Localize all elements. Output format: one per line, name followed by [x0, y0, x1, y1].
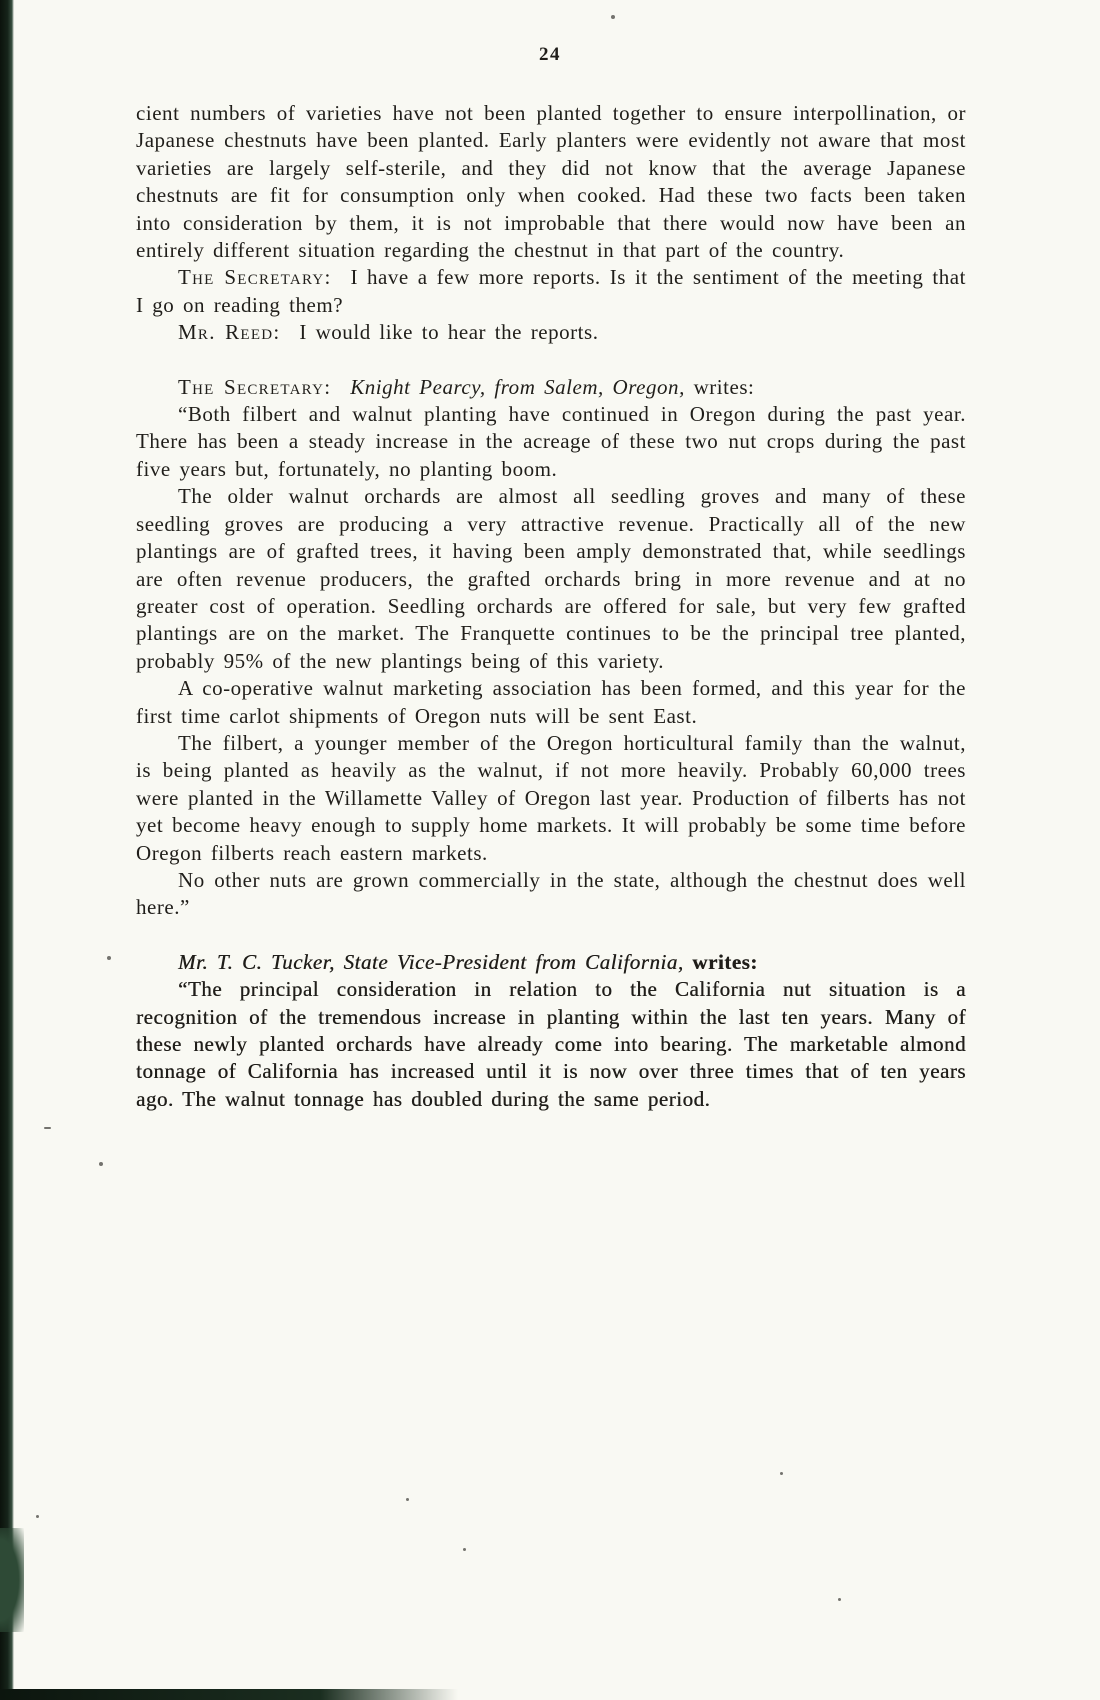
paragraph-continuation	[136, 100, 966, 264]
text-segment: I have a few more reports. Is it the sentiment of the meeting that I go on reading them?	[136, 265, 966, 317]
text-segment: writes:	[683, 949, 758, 974]
page-number: 24	[538, 44, 562, 65]
paragraph-pearcy-3	[136, 675, 966, 730]
text-segment: writes:	[684, 374, 755, 399]
paragraph-pearcy-2	[136, 483, 966, 675]
text-segment: The older walnut orchards are almost all seedling groves and many of these seedling groves are producing a very attractive revenue. Practically all of the new plantings are of grafted trees, it having been amply demonstrated that, while seedlings are often revenue producers, the grafted orchards bring in more revenue and at no greater cost of operation. Seedling orchards are offered for sale, but very few grafted plantings are on the market. The Franquette continues to be the principal tree planted, probably 95% of the new plantings being of this variety.	[136, 484, 966, 673]
speaker-label: The Secretary:	[178, 265, 332, 290]
text-segment: Knight Pearcy, from Salem, Oregon,	[350, 374, 685, 399]
text-segment: “The principal consideration in relation to the California nut situation is a recognition of the tremendous increase in planting within the last ten years. Many of these newly planted orchards have already come into bearing. The marketable almond tonnage of California has increased until it is now over three times that of ten years ago. The walnut tonnage has doubled during the same period.	[136, 977, 966, 1111]
scan-speck	[780, 1472, 783, 1475]
scan-speck	[99, 1162, 103, 1166]
text-segment: The filbert, a younger member of the Oregon horticultural family than the walnut, is being planted as heavily as the walnut, if not more heavily. Probably 60,000 trees were planted in the Willamette Valley of Oregon last year. Production of filberts has not yet become heavy enough to supply home markets. It will probably be some time before Oregon filberts reach eastern markets.	[136, 730, 966, 865]
scan-speck	[463, 1548, 466, 1551]
paragraph-pearcy-4	[136, 730, 966, 867]
scan-speck	[406, 1498, 409, 1501]
text-segment: cient numbers of varieties have not been planted together to ensure interpollination, or Japanese chestnuts have been planted. Early planters were evidently not aware that most varieties are largely self-sterile, and they did not know that the average Japanese chestnuts are fit for consumption only when cooked. Had these two facts been taken into consideration by them, it is not improbable that there would now have been an entirely different situation regarding the chestnut in that part of the country.	[136, 101, 966, 263]
scan-binding-edge	[0, 0, 14, 1700]
paragraph-secretary-reports	[136, 264, 966, 319]
scan-binding-edge-bulge	[0, 1528, 24, 1632]
text-segment: A co-operative walnut marketing association has been formed, and this year for the first time carlot shipments of Oregon nuts will be sent East.	[136, 676, 966, 728]
text-segment: I would like to hear the reports.	[299, 320, 599, 345]
text-segment: No other nuts are grown commercially in the state, although the chestnut does well here.”	[136, 867, 966, 920]
scan-bottom-edge	[0, 1689, 458, 1700]
text-segment: Mr. T. C. Tucker, State Vice-President from California,	[178, 949, 684, 974]
paragraph-pearcy-5	[136, 867, 966, 922]
paragraph-mr-reed	[136, 319, 966, 346]
scan-speck	[611, 15, 615, 19]
text-segment: “Both filbert and walnut planting have continued in Oregon during the past year. There has been a steady increase in the acreage of these two nut crops during the past five years but, fortunately, no planting boom.	[136, 402, 966, 481]
scan-speck	[838, 1598, 841, 1601]
scan-speck	[44, 1127, 51, 1129]
speaker-label: The Secretary:	[178, 374, 332, 399]
scan-speck	[107, 956, 111, 960]
text-block	[136, 100, 966, 1113]
speaker-label: Mr. Reed:	[178, 320, 281, 345]
paragraph-secretary-pearcy-heading	[136, 374, 966, 401]
paragraph-tucker-heading	[136, 949, 966, 976]
scan-speck	[36, 1515, 39, 1518]
paragraph-tucker-1	[136, 976, 966, 1113]
paragraph-pearcy-1	[136, 401, 966, 483]
